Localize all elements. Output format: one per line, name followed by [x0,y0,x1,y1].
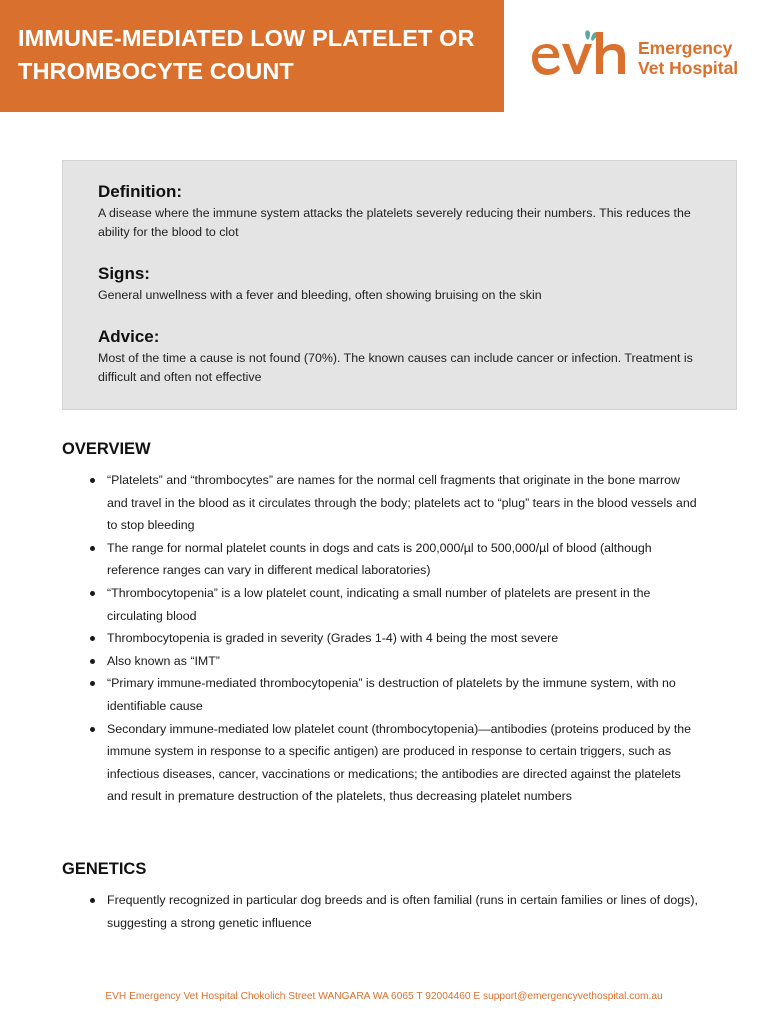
definition-block [98,181,708,242]
bullet-icon [90,636,95,641]
definition-heading: Definition: [98,182,183,201]
list-item [62,889,702,934]
page-title-line-2: THROMBOCYTE COUNT [18,58,294,84]
advice-heading: Advice: [98,327,160,346]
list-item-text: Secondary immune-mediated low platelet count (thrombocytopenia)—antibodies (proteins produced by the immune system in response to a specific antigen) are produced in response to certain triggers, such as infectious diseases, cancer, vaccinations or medications; the antibodies are directed against the platelets and result in premature destruction of the platelets, thus decreasing platelet numbers [107,721,692,804]
signs-text: General unwellness with a fever and bleeding, often showing bruising on the skin [98,288,542,302]
advice-text: Most of the time a cause is not found (70%). The known causes can include cancer or infection. Treatment is difficult and often not effective [98,351,693,384]
logo-text-line-1: Emergency [638,38,733,58]
list-item [62,672,702,717]
bullet-icon [90,727,95,732]
list-item [62,718,702,808]
list-item [62,537,702,582]
advice-block [98,326,708,387]
bullet-icon [90,478,95,483]
list-item [62,650,702,673]
list-item-text: “Primary immune-mediated thrombocytopenia” is destruction of platelets by the immune system, with no identifiable cause [107,676,676,713]
overview-section [62,438,702,808]
list-item-text: “Platelets” and “thrombocytes” are names for the normal cell fragments that originate in the bone marrow and travel in the blood as it circulates through the body; platelets act to “plug” tears in the blood vessels and to stop bleeding [107,473,697,533]
header-band [0,0,504,112]
genetics-heading: GENETICS [62,860,147,878]
page-title-line-1: IMMUNE-MEDIATED LOW PLATELET OR [18,25,475,51]
footer-contact: EVH Emergency Vet Hospital Chokolich Street WANGARA WA 6065 T 92004460 E support@emergencyvethospital.com.au [105,991,663,1002]
definition-text: A disease where the immune system attacks the platelets severely reducing their numbers. This reduces the ability for the blood to clot [98,206,691,239]
bullet-icon [90,898,95,903]
bullet-icon [90,659,95,664]
bullet-icon [90,681,95,686]
evh-logo [528,28,758,84]
genetics-list [62,889,702,934]
summary-box [62,160,737,410]
logo-text [638,38,738,78]
signs-block [98,263,708,305]
list-item [62,582,702,627]
bullet-icon [90,591,95,596]
list-item-text: “Thrombocytopenia” is a low platelet count, indicating a small number of platelets are present in the circulating blood [107,585,651,623]
logo-text-line-2: Vet Hospital [638,58,739,78]
list-item-text: Also known as “IMT” [107,653,220,668]
list-item-text: Frequently recognized in particular dog breeds and is often familial (runs in certain families or lines of dogs), suggesting a strong genetic influence [107,893,698,930]
list-item [62,469,702,537]
list-item-text: The range for normal platelet counts in dogs and cats is 200,000/µl to 500,000/µl of blood (although reference ranges can vary in different medical laboratories) [107,540,652,578]
overview-heading: OVERVIEW [62,440,151,458]
signs-heading: Signs: [98,264,150,283]
page-title [18,22,498,88]
bunny-ears-logo-icon [528,28,636,84]
genetics-section [62,858,702,934]
list-item-text: Thrombocytopenia is graded in severity (Grades 1-4) with 4 being the most severe [107,631,559,646]
list-item [62,627,702,650]
bullet-icon [90,546,95,551]
overview-list [62,469,702,808]
